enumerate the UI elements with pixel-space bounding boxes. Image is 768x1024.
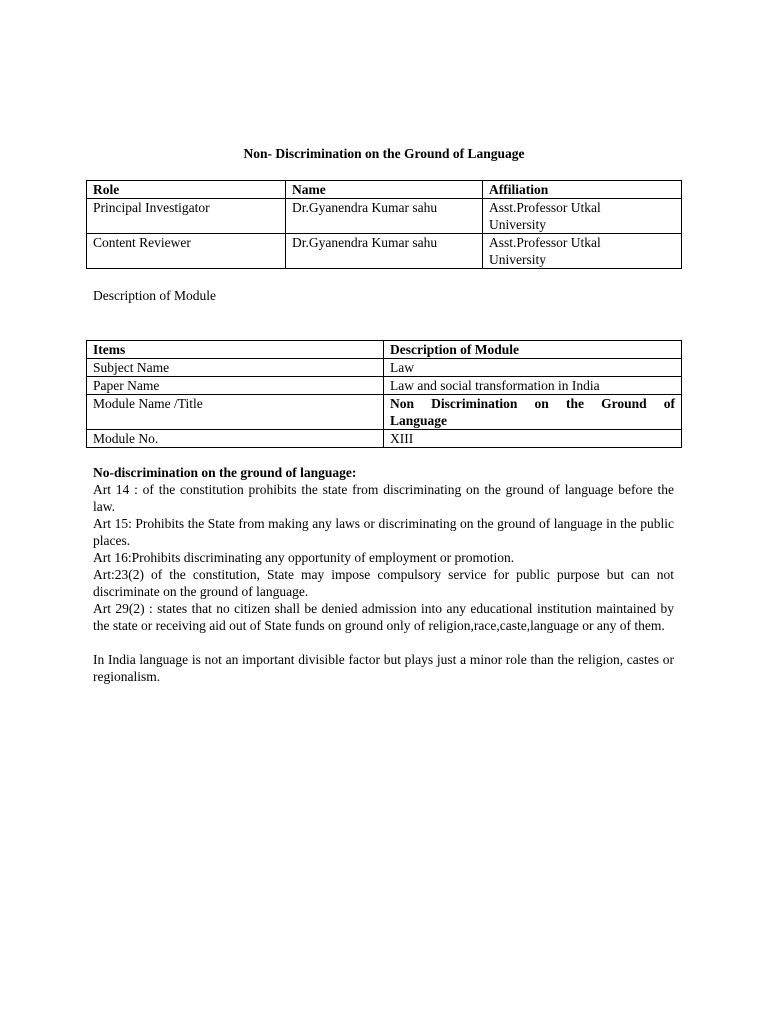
table-row [87,395,682,430]
header-description: Description of Module [384,341,682,359]
description-label: Description of Module [93,288,216,303]
cell-affiliation [483,199,682,234]
table-row [87,234,682,269]
module-title-line: Language [390,413,448,428]
table-row [87,430,682,448]
cell-description: Law and social transformation in India [384,377,682,395]
header-items: Items [87,341,384,359]
paragraph-art16: Art 16:Prohibits discriminating any opportunity of employment or promotion. [93,550,515,565]
module-title-line: Non Discrimination on the Ground of [390,396,675,411]
affiliation-line: University [489,252,546,267]
roles-table [86,180,682,269]
affiliation-line: Asst.Professor Utkal [489,200,601,215]
cell-name: Dr.Gyanendra Kumar sahu [286,234,483,269]
table-row [87,377,682,395]
paragraph-art23: Art:23(2) of the constitution, State may impose compulsory service for public purpose but can not discriminate on the ground of language. [93,567,674,599]
cell-item: Module Name /Title [87,395,384,430]
affiliation-line: University [489,217,546,232]
cell-name: Dr.Gyanendra Kumar sahu [286,199,483,234]
cell-description [384,395,682,430]
paragraph-art14: Art 14 : of the constitution prohibits the state from discriminating on the ground of language before the law. [93,482,674,514]
table-row [87,199,682,234]
paragraph-spacer [93,634,674,651]
table-header-row [87,341,682,359]
module-table [86,340,682,448]
document-title: Non- Discrimination on the Ground of Language [243,146,525,161]
paragraph-art29: Art 29(2) : states that no citizen shall be denied admission into any educational institution maintained by the state or receiving aid out of State funds on ground only of religion,race,caste,language or any of them. [93,601,674,633]
body-text [93,464,674,685]
affiliation-line: Asst.Professor Utkal [489,235,601,250]
cell-affiliation [483,234,682,269]
cell-role: Principal Investigator [87,199,286,234]
cell-description: Law [384,359,682,377]
cell-item: Subject Name [87,359,384,377]
paragraph-closing: In India language is not an important divisible factor but plays just a minor role than the religion, castes or regionalism. [93,652,674,684]
header-affiliation: Affiliation [483,181,682,199]
header-role: Role [87,181,286,199]
section-heading: No-discrimination on the ground of language: [93,465,357,480]
paragraph-art15: Art 15: Prohibits the State from making any laws or discriminating on the ground of language in the public places. [93,516,674,548]
cell-item: Paper Name [87,377,384,395]
cell-item: Module No. [87,430,384,448]
table-row [87,359,682,377]
cell-role: Content Reviewer [87,234,286,269]
cell-description: XIII [384,430,682,448]
table-header-row [87,181,682,199]
header-name: Name [286,181,483,199]
